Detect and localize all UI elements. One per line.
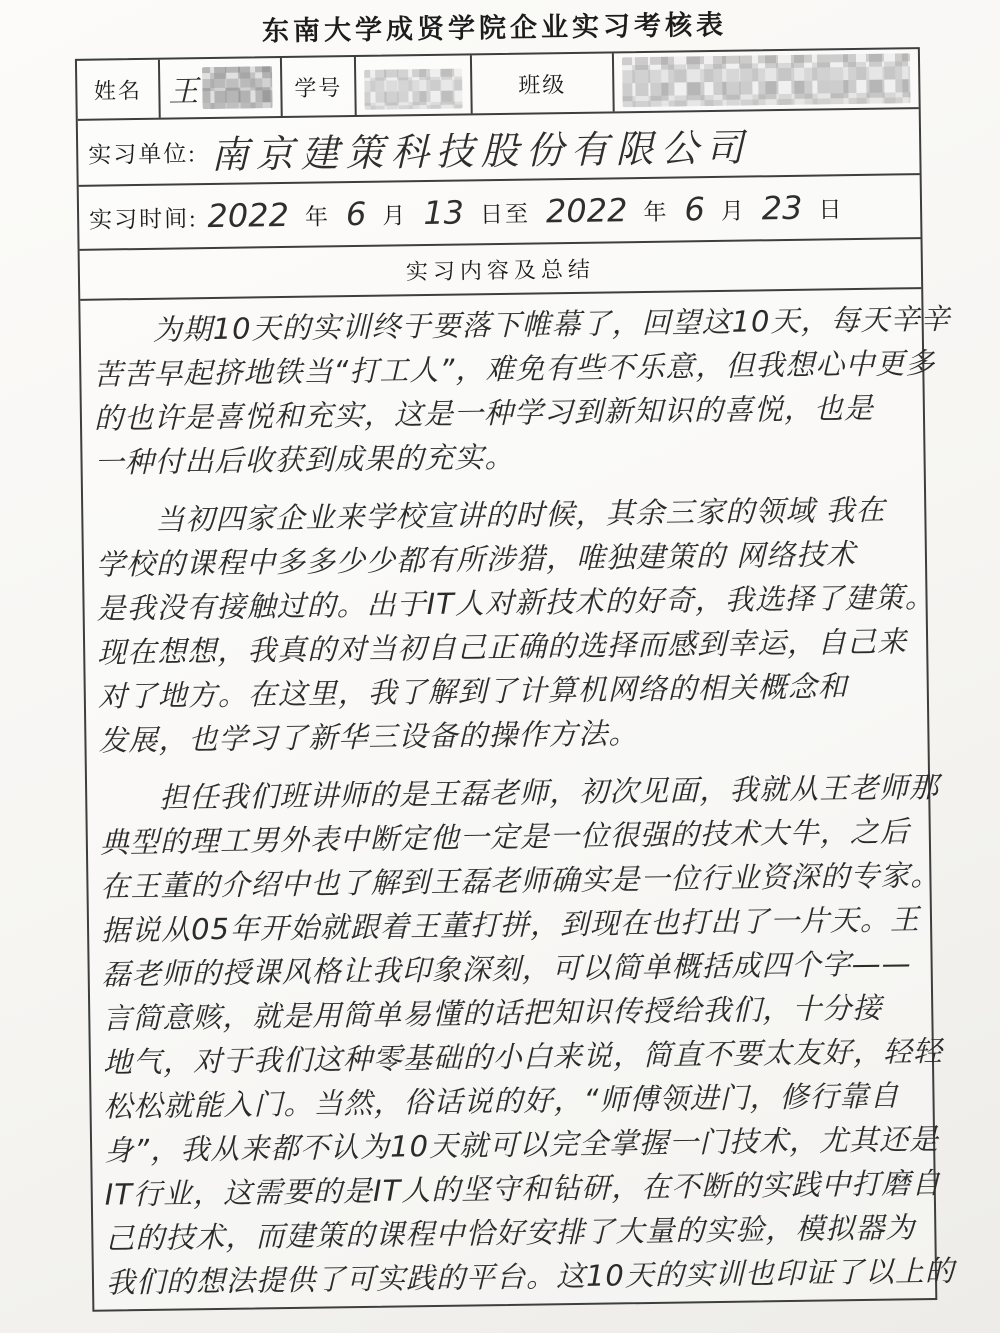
form-table xyxy=(75,47,956,1312)
content-line: 言简意赅，就是用简单易懂的话把知识传授给我们，十分接 xyxy=(102,990,883,1036)
period-year1-unit: 年 xyxy=(304,203,331,230)
page-title: 东南大学成贤学院企业实习考核表 xyxy=(261,9,728,47)
content-line: 磊老师的授课风格让我印象深刻，可以简单概括成四个字—— xyxy=(101,946,912,992)
content-line: 发展，也学习了新华三设备的操作方法。 xyxy=(98,716,639,758)
student-id-value-cell xyxy=(356,55,473,115)
student-id-label: 学号 xyxy=(294,74,343,101)
period-month2: 6 xyxy=(684,190,706,229)
internship-period-row xyxy=(79,175,921,251)
class-label-cell xyxy=(472,53,615,113)
class-value-cell xyxy=(614,49,919,111)
paragraph-3 xyxy=(99,765,956,1304)
name-label: 姓名 xyxy=(93,77,143,104)
name-redaction-mosaic xyxy=(202,66,273,109)
content-line: 为期10天的实训终于要落下帷幕了，回望这10天，每天辛辛 xyxy=(152,301,951,347)
period-day2-unit: 日 xyxy=(818,196,844,223)
content-line: 的也许是喜悦和充实，这是一种学习到新知识的喜悦，也是 xyxy=(93,390,875,436)
period-to-label: 日至 xyxy=(479,201,531,227)
internship-period-label: 实习时间: xyxy=(88,205,198,233)
content-line: 担任我们班讲师的是王磊老师，初次见面，我就从王老师那 xyxy=(159,769,940,815)
period-month1-unit: 月 xyxy=(382,202,408,229)
content-line: 典型的理工男外表中断定他一定是一位很强的技术大牛，之后 xyxy=(99,814,911,860)
student-id-redaction-mosaic xyxy=(364,68,463,109)
name-handwritten-value: 王 xyxy=(168,74,199,110)
content-line: 身”，我从来都不认为10天就可以完全掌握一门技术，尤其还是 xyxy=(103,1121,940,1168)
period-year2: 2022 xyxy=(545,191,628,231)
name-label-cell xyxy=(77,60,161,119)
paragraph-1 xyxy=(92,297,951,484)
period-month1: 6 xyxy=(345,194,367,234)
essay-content xyxy=(80,289,956,1305)
internship-unit-value: 南京建策科技股份有限公司 xyxy=(210,124,751,177)
period-year1: 2022 xyxy=(207,195,290,236)
content-line: 苦苦早起挤地铁当“打工人”，难免有些不乐意，但我想心中更多 xyxy=(93,345,936,392)
class-label: 班级 xyxy=(518,71,567,98)
paragraph-2 xyxy=(95,487,936,762)
period-year2-unit: 年 xyxy=(643,199,669,225)
content-line: 对了地方。在这里，我了解到了计算机网络的相关概念和 xyxy=(97,669,849,714)
period-day1: 13 xyxy=(423,193,465,233)
period-day2: 23 xyxy=(761,188,803,228)
content-line: 当初四家企业来学校宣讲的时候，其余三家的领域 我在 xyxy=(155,492,886,537)
internship-unit-row xyxy=(78,109,920,187)
internship-unit-label: 实习单位: xyxy=(88,140,197,168)
content-line: 己的技术，而建策的课程中恰好安排了大量的实验，模拟器为 xyxy=(105,1210,916,1256)
content-line: 地气，对于我们这种零基础的小白来说，简直不要太友好，轻轻 xyxy=(102,1033,944,1080)
content-line: 据说从05年开始就跟着王董打拼，到现在也打出了一片天。王 xyxy=(100,902,921,948)
section-header: 实习内容及总结 xyxy=(405,256,596,284)
content-line: 我们的想法提供了可实践的平台。这10天的实训也印证了以上的 xyxy=(105,1253,956,1300)
content-line: 现在想想，我真的对当初自己正确的选择而感到幸运，自己来 xyxy=(96,624,908,670)
content-line: 在王董的介绍中也了解到王磊老师确实是一位行业资深的专家。 xyxy=(100,857,941,904)
class-redaction-mosaic xyxy=(622,53,911,107)
content-line: 学校的课程中多多少少都有所涉猎，唯独建策的 网络技术 xyxy=(95,537,857,582)
name-value-cell xyxy=(160,58,283,118)
content-line: 松松就能入门。当然，俗话说的好，“师傅领进门，修行靠自 xyxy=(103,1078,900,1124)
content-line: 一种付出后收获到成果的充实。 xyxy=(94,439,515,480)
content-line: 是我没有接触过的。出于IT人对新技术的好奇，我选择了建策。 xyxy=(96,579,936,626)
period-month2-unit: 月 xyxy=(720,198,746,224)
content-line: IT行业，这需要的是IT人的坚守和钻研，在不断的实践中打磨自 xyxy=(104,1165,942,1212)
student-id-label-cell xyxy=(282,57,357,116)
